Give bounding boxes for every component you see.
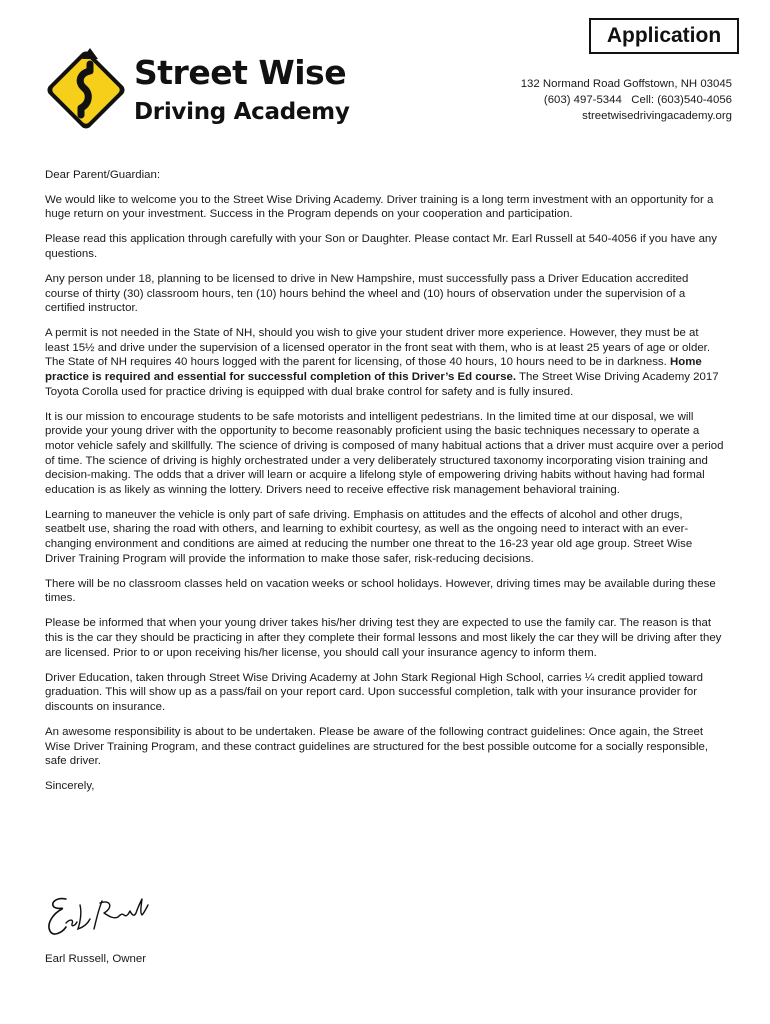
letter-body xyxy=(45,168,725,804)
paragraph-family-car: Please be informed that when your young driver takes his/her driving test they are expected to use the family car. The reason is that this is the car they should be practicing in after they complete their formal lessons and most likely the car they will be driving after they are licensed. Prior to or upon receiving his/her license, you should call your insurance agency to inform them. xyxy=(45,617,722,659)
paragraph-holidays: There will be no classroom classes held on vacation weeks or school holidays. However, driving times may be available during these times. xyxy=(45,577,716,605)
paragraph-safe-driving: Learning to maneuver the vehicle is only part of safe driving. Emphasis on attitudes and the effects of alcohol and other drugs, seatbelt use, sharing the road with others, and learning to exhibit courtesy, as well as the ongoing need to interact with an ever-changing environment and conditions are aimed at reducing the number one threat to the 16-23 year old age group. Street Wise Driver Training Program will provide the information to make those safer, risk-reducing decisions. xyxy=(45,508,693,565)
paragraph-credit: Driver Education, taken through Street Wise Driving Academy at John Stark Regional High School, carries ¼ credit applied toward graduation. This will show up as a pass/fail on your report card. Upon successful completion, talk with your insurance provider for discounts on insurance. xyxy=(45,671,703,713)
letter-greeting: Dear Parent/Guardian: xyxy=(45,169,161,181)
paragraph-requirements: Any person under 18, planning to be licensed to drive in New Hampshire, must successfully pass a Driver Education accredited course of thirty (30) classroom hours, ten (10) hours behind the wheel and (10) hours of observation under the supervision of a certified instructor. xyxy=(45,272,689,315)
logo-name-line1: Street Wise xyxy=(134,53,347,92)
letter-closing: Sincerely, xyxy=(45,780,95,793)
paragraph-responsibility: An awesome responsibility is about to be undertaken. Please be aware of the following contract guidelines: Once again, the Street Wise Driver Training Program, and these contract guidelines are structured for the best possible outcome for a socially responsible, safe driver. xyxy=(45,725,709,768)
handwritten-signature xyxy=(44,893,154,945)
paragraph-welcome: We would like to welcome you to the Street Wise Driving Academy. Driver training is a long term investment with an opportunity for a huge return on your investment. Success in the Program depends on your cooperation and participation. xyxy=(45,193,714,221)
signer-name: Earl Russell, Owner xyxy=(45,953,147,965)
logo-name-line2: Driving Academy xyxy=(134,99,350,125)
permit-text-a: A permit is not needed in the State of NH, should you wish to give your student driver more experience. However, they must be at least 15½ and drive under the supervision of a licensed operator in the front seat with them, who is at least 25 years of age or older. The State of NH requires 40 hours logged with the parent for licensing, of those 40 hours, 10 hours need to be in darkness. xyxy=(45,327,711,369)
company-logo xyxy=(44,44,374,140)
curvy-road-sign-icon xyxy=(44,44,128,140)
contact-info xyxy=(521,76,732,124)
paragraph-contact: Please read this application through carefully with your Son or Daughter. Please contact Mr. Earl Russell at 540-4056 if you have any questions. xyxy=(45,233,718,260)
paragraph-permit xyxy=(45,326,725,399)
contact-address: 132 Normand Road Goffstown, NH 03045 xyxy=(520,78,732,90)
contact-website: streetwisedrivingacademy.org xyxy=(582,110,732,122)
application-title: Application xyxy=(606,24,722,47)
permit-text-b: The Street Wise Driving Academy 2017 Toyota Corolla used for practice driving is equipped with dual brake control for safety and is fully insured. xyxy=(45,371,719,398)
application-title-box xyxy=(589,18,739,54)
paragraph-mission: It is our mission to encourage students to be safe motorists and intelligent pedestrians. In the limited time at our disposal, we will provide your young driver with the opportunity to become reasonably proficient using the basic techniques necessary to operate a motor vehicle safely and skillfully. The science of driving is composed of many habitual actions that a driver must acquire over a period of time. The science of driving is highly orchestrated under a very deliberately structured taxonomy incorporating vision training and decision-making. The odds that a driver will learn or acquire a lifelong style of empowering driving habits without having had formal education is as likely as winning the lottery. Drivers need to receive effective risk management behavioral training. xyxy=(45,410,724,496)
permit-text-bold: Home practice is required and essential for successful completion of this Driver’s Ed course. xyxy=(45,356,702,384)
contact-phones: (603) 497-5344 Cell: (603)540-4056 xyxy=(543,94,732,106)
